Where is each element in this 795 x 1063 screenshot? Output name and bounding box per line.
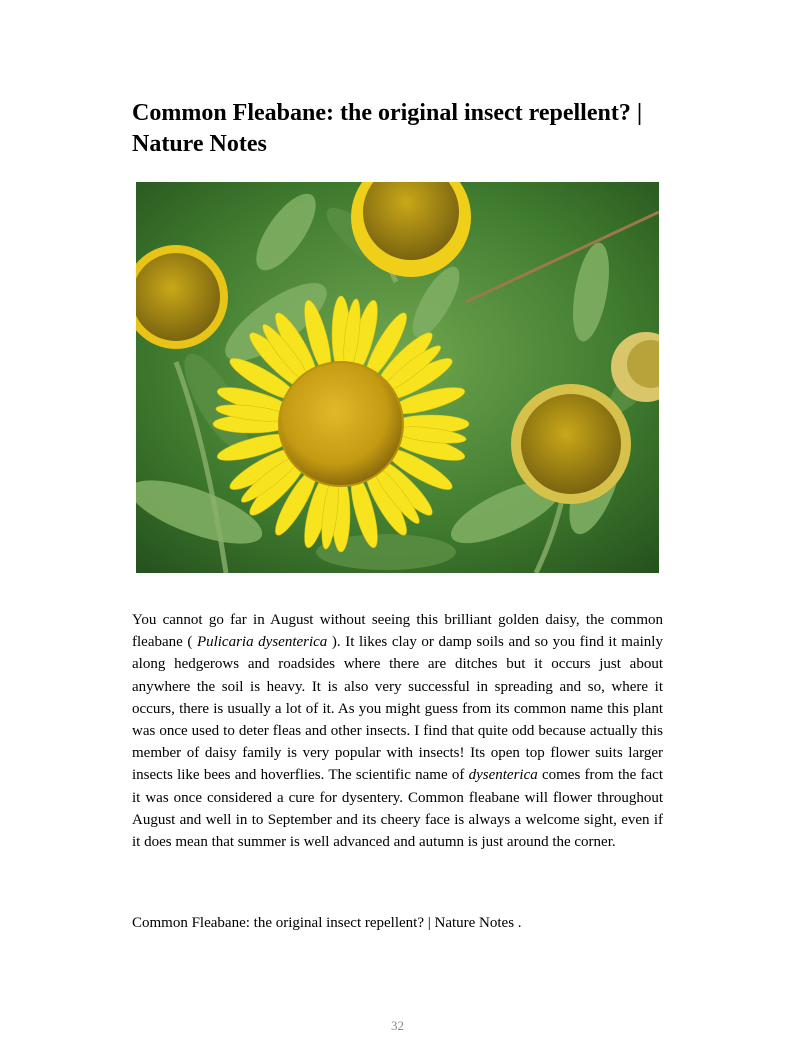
species-name: Pulicaria dysenterica bbox=[196, 634, 328, 651]
source-link[interactable]: Common Fleabane: the original insect repellent? | Nature Notes . bbox=[132, 915, 522, 931]
fleabane-photo bbox=[136, 182, 659, 573]
article-paragraph bbox=[132, 609, 663, 853]
page-number: 32 bbox=[391, 1018, 404, 1033]
article-title: Common Fleabane: the original insect repellent? | Nature Notes bbox=[132, 100, 643, 157]
paragraph-part-3: comes from the fact it was once considered a cure for dysentery. Common fleabane will flower throughout August and well in to September and its cheery face is always a welcome sight, even if it does mean that summer is well advanced and autumn is just around the corner. bbox=[132, 767, 664, 851]
scientific-term: dysenterica bbox=[468, 767, 538, 784]
paragraph-part-1: You cannot go far in August without seeing this brilliant golden daisy, the common fleabane ( bbox=[132, 612, 663, 651]
paragraph-part-2: ). It likes clay or damp soils and so you find it mainly along hedgerows and roadsides where there are ditches but it occurs just about anywhere the soil is heavy. It is also very successful in spreading and so, where it occurs, there is usually a lot of it. As you might guess from its common name this plant was once used to deter fleas and other insects. I find that quite odd because actually this member of daisy family is very popular with insects! Its open top flower suits larger insects like bees and hoverflies. The scientific name of bbox=[132, 634, 663, 784]
